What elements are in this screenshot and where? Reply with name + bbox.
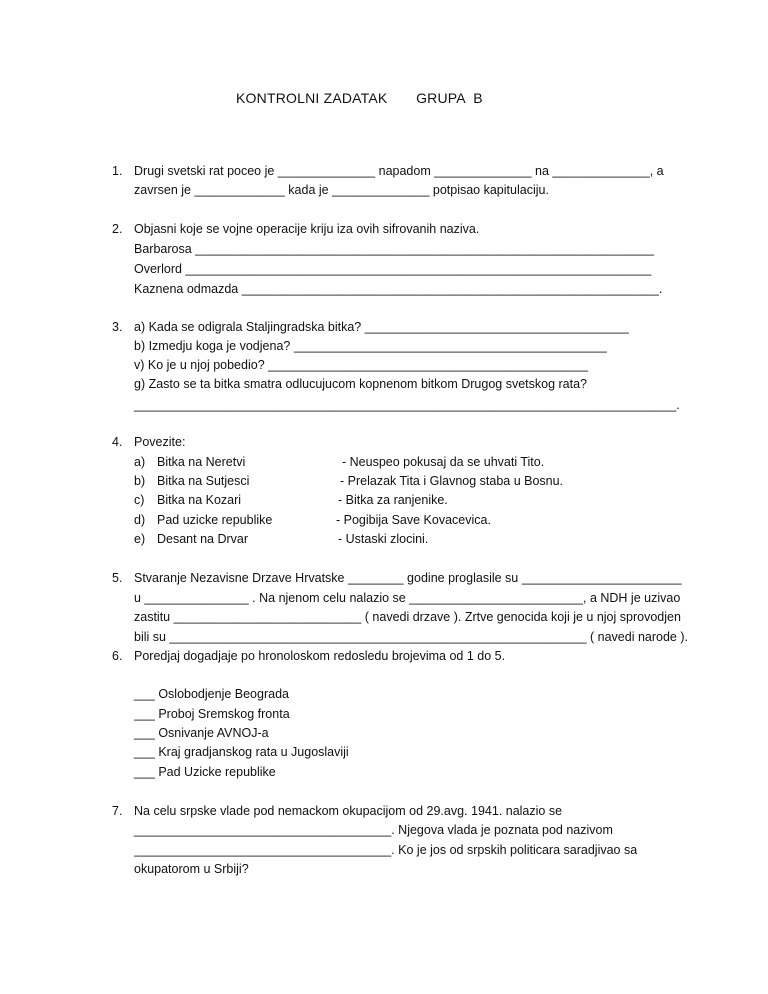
list-item: ___ Proboj Sremskog fronta: [134, 707, 290, 721]
match-right: - Pogibija Save Kovacevica.: [336, 513, 491, 527]
question-number: 7.: [112, 804, 123, 818]
list-item: ___ Oslobodjenje Beograda: [134, 687, 289, 701]
question-text: okupatorom u Srbiji?: [134, 862, 249, 876]
match-letter: e): [134, 532, 146, 546]
question-number: 3.: [112, 320, 123, 334]
list-item: ___ Osnivanje AVNOJ-a: [134, 726, 269, 740]
question-text: u _______________ . Na njenom celu nalazio se _________________________, a NDH je uzivao: [134, 591, 681, 605]
match-left: Desant na Drvar: [157, 532, 249, 546]
question-text: Drugi svetski rat poceo je ______________ napadom ______________ na ______________, a: [134, 164, 664, 178]
answer-line: Barbarosa __________________________________________________________________: [134, 242, 654, 256]
answer-line: Kaznena odmazda ____________________________________________________________.: [134, 282, 663, 296]
answer-line: Overlord ___________________________________________________________________: [134, 262, 652, 276]
question-text: Na celu srpske vlade pod nemackom okupacijom od 29.avg. 1941. nalazio se: [134, 804, 563, 818]
question-text: b) Izmedju koga je vodjena? _____________________________________________: [134, 339, 607, 353]
question-number: 6.: [112, 649, 123, 663]
question-number: 4.: [112, 435, 123, 449]
question-text: a) Kada se odigrala Staljingradska bitka? ______________________________________: [134, 320, 629, 334]
question-text: v) Ko je u njoj pobedio? ______________________________________________: [134, 358, 588, 372]
match-left: Bitka na Sutjesci: [157, 474, 250, 488]
list-item: ___ Pad Uzicke republike: [134, 765, 276, 779]
question-number: 1.: [112, 164, 123, 178]
match-left: Pad uzicke republike: [157, 513, 273, 527]
question-text: Stvaranje Nezavisne Drzave Hrvatske ________ godine proglasile su _______________________: [134, 571, 682, 585]
question-text: zavrsen je _____________ kada je ______________ potpisao kapitulaciju.: [134, 183, 549, 197]
page-title: KONTROLNI ZADATAK GRUPA B: [236, 90, 483, 106]
question-text: _____________________________________. Njegova vlada je poznata pod nazivom: [134, 823, 613, 837]
match-right: - Prelazak Tita i Glavnog staba u Bosnu.: [340, 474, 564, 488]
question-heading: Povezite:: [134, 435, 186, 449]
question-text: zastitu ___________________________ ( navedi drzave ). Zrtve genocida koji je u njoj sprovodjen: [134, 610, 681, 624]
match-right: - Bitka za ranjenike.: [338, 493, 448, 507]
question-text: Poredjaj dogadjaje po hronoloskom redosledu brojevima od 1 do 5.: [134, 649, 506, 663]
question-text: Objasni koje se vojne operacije kriju iza ovih sifrovanih naziva.: [134, 222, 480, 236]
question-text: _____________________________________. Ko je jos od srpskih politicara saradjivao sa: [134, 843, 638, 857]
match-left: Bitka na Kozari: [157, 493, 242, 507]
list-item: ___ Kraj gradjanskog rata u Jugoslaviji: [134, 745, 349, 759]
answer-line: ______________________________________________________________________________.: [134, 398, 680, 412]
match-right: - Ustaski zlocini.: [338, 532, 429, 546]
match-letter: b): [134, 474, 146, 488]
question-number: 5.: [112, 571, 123, 585]
match-letter: d): [134, 513, 146, 527]
question-number: 2.: [112, 222, 123, 236]
match-letter: c): [134, 493, 145, 507]
match-letter: a): [134, 455, 146, 469]
question-text: bili su ____________________________________________________________ ( navedi narode ).: [134, 630, 688, 644]
match-left: Bitka na Neretvi: [157, 455, 246, 469]
question-text: g) Zasto se ta bitka smatra odlucujucom kopnenom bitkom Drugog svetskog rata?: [134, 377, 587, 391]
match-right: - Neuspeo pokusaj da se uhvati Tito.: [342, 455, 545, 469]
